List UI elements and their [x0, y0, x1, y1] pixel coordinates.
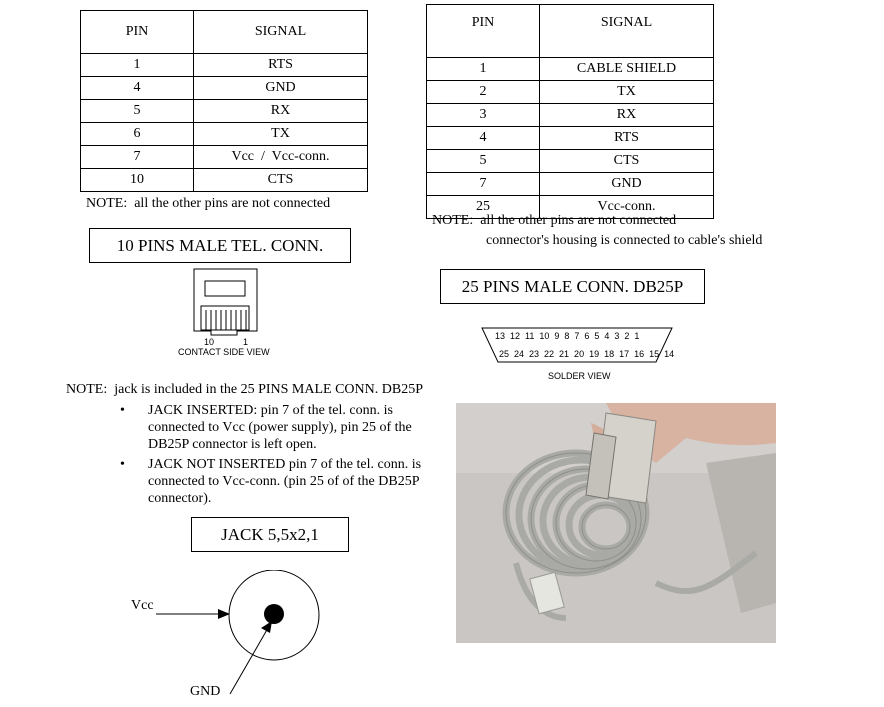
jack-inserted-text: JACK INSERTED: pin 7 of the tel. conn. is connected to Vcc (power supply), pin 25 of the DB25P connector is left open. [148, 403, 412, 452]
housing-shield-note: connector's housing is connected to cable's shield [486, 233, 763, 248]
table-header-row [427, 5, 714, 58]
jack-diagram [150, 570, 330, 700]
pin-cell: 5 [81, 100, 194, 123]
pin-cell: 2 [427, 81, 540, 104]
jack-inserted-bullet [120, 402, 453, 453]
jack-note: NOTE: jack is included in the 25 PINS MALE CONN. DB25P [66, 382, 423, 397]
pin-one-label: 1 [243, 337, 249, 347]
bullet-icon: • [120, 403, 125, 418]
jack-pin-icon [264, 604, 284, 624]
signal-header: SIGNAL [540, 5, 714, 58]
signal-cell: RTS [540, 127, 714, 150]
signal-cell: TX [540, 81, 714, 104]
twentyfive-pin-table [426, 4, 714, 219]
table-row [427, 150, 714, 173]
ten-pin-note: NOTE: all the other pins are not connected [86, 196, 331, 211]
twentyfive-pin-note: NOTE: all the other pins are not connected [432, 213, 677, 228]
jack-label: JACK 5,5x2,1 [191, 517, 349, 552]
telephone-connector-icon [190, 268, 260, 336]
signal-cell: Vcc-conn. [540, 196, 714, 219]
vcc-label: Vcc [131, 598, 154, 613]
pin-header: PIN [81, 11, 194, 54]
pin-cell: 5 [427, 150, 540, 173]
signal-cell: Vcc / Vcc-conn. [194, 146, 368, 169]
pin-cell: 1 [427, 58, 540, 81]
table-header-row [81, 11, 368, 54]
table-row [81, 169, 368, 192]
pin-cell: 7 [427, 173, 540, 196]
table-row [427, 58, 714, 81]
table-row [81, 77, 368, 100]
contact-side-view-caption: CONTACT SIDE VIEW [178, 347, 270, 357]
signal-cell: TX [194, 123, 368, 146]
pin-cell: 3 [427, 104, 540, 127]
table-row [81, 100, 368, 123]
signal-cell: CABLE SHIELD [540, 58, 714, 81]
gnd-label: GND [190, 684, 221, 699]
pin-cell: 6 [81, 123, 194, 146]
jack-not-inserted-text: JACK NOT INSERTED pin 7 of the tel. conn. is connected to Vcc-conn. (pin 25 of of the DB25P connector). [148, 457, 422, 506]
table-row [81, 146, 368, 169]
table-row [81, 54, 368, 77]
signal-cell: CTS [194, 169, 368, 192]
signal-cell: RX [540, 104, 714, 127]
table-row [427, 127, 714, 150]
table-row [81, 123, 368, 146]
pin-cell: 25 [427, 196, 540, 219]
signal-cell: RX [194, 100, 368, 123]
pin-cell: 7 [81, 146, 194, 169]
jack-not-inserted-bullet [120, 456, 453, 507]
pin-cell: 4 [81, 77, 194, 100]
signal-cell: CTS [540, 150, 714, 173]
db25-connector-label: 25 PINS MALE CONN. DB25P [440, 269, 705, 304]
signal-cell: GND [540, 173, 714, 196]
signal-cell: RTS [194, 54, 368, 77]
pin-header: PIN [427, 5, 540, 58]
solder-view-caption: SOLDER VIEW [548, 371, 611, 381]
pin-ten-label: 10 [204, 337, 215, 347]
db25-bottom-pin-numbers: 25 24 23 22 21 20 19 18 17 16 15 14 [499, 349, 675, 359]
table-row [427, 104, 714, 127]
signal-cell: GND [194, 77, 368, 100]
cable-photo [456, 403, 776, 643]
signal-header: SIGNAL [194, 11, 368, 54]
bullet-icon: • [120, 457, 125, 472]
pin-cell: 10 [81, 169, 194, 192]
table-row [427, 81, 714, 104]
pin-cell: 4 [427, 127, 540, 150]
pin-cell: 1 [81, 54, 194, 77]
ten-pin-table [80, 10, 368, 192]
db25-top-pin-numbers: 13 12 11 10 9 8 7 6 5 4 3 2 1 [495, 331, 640, 341]
table-row [427, 173, 714, 196]
ten-pin-connector-label: 10 PINS MALE TEL. CONN. [89, 228, 351, 263]
